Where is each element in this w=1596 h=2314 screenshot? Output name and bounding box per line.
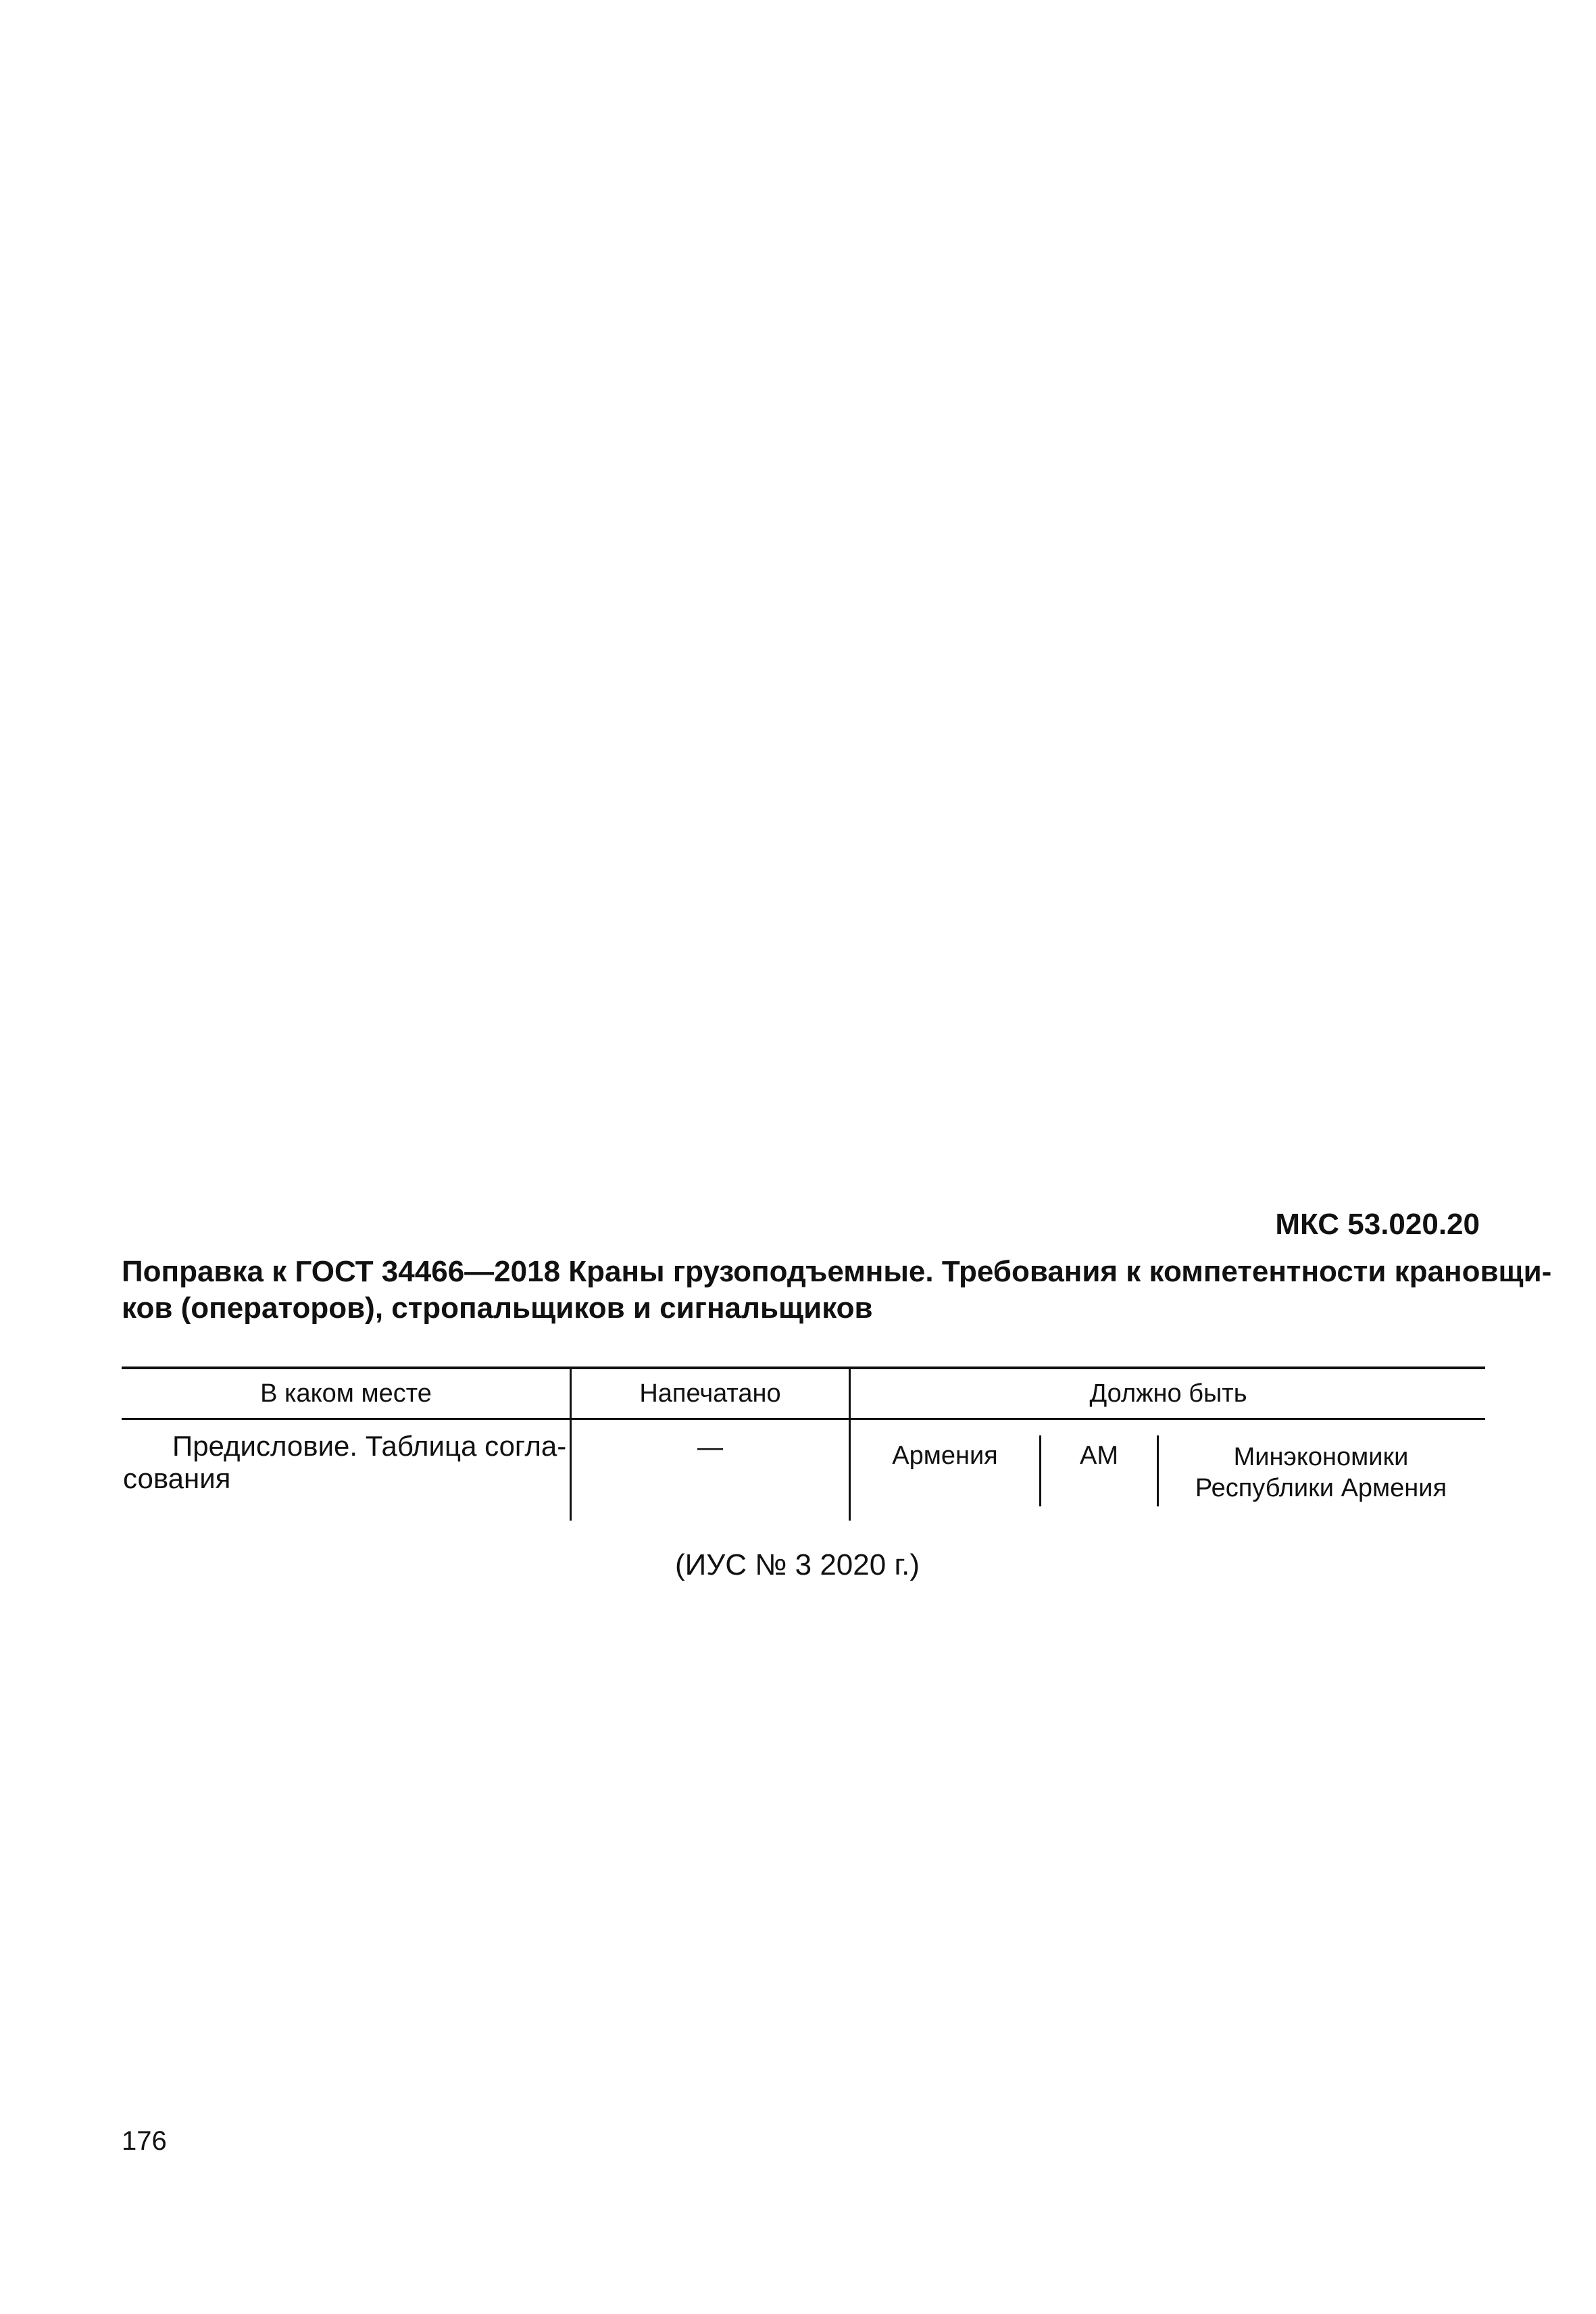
- where-line-2: сования: [123, 1462, 231, 1494]
- header-printed: Напечатано: [639, 1379, 781, 1408]
- document-title-line-1: Поправка к ГОСТ 34466—2018 Краны грузоподъемные. Требования к компетентности крановщи-: [122, 1255, 1552, 1288]
- country-code: АМ: [1080, 1442, 1118, 1470]
- classification-code: МКС 53.020.20: [1275, 1208, 1480, 1241]
- country-name: Армения: [892, 1442, 998, 1470]
- issue-note: (ИУС № 3 2020 г.): [674, 1548, 920, 1581]
- header-where: В каком месте: [260, 1379, 432, 1408]
- document-title: [122, 1254, 1552, 1327]
- authority-line-2: Республики Армения: [1195, 1474, 1447, 1502]
- printed-value: —: [697, 1433, 723, 1462]
- document-title-line-2: ков (операторов), стропальщиков и сигнальщиков: [122, 1291, 873, 1325]
- where-line-1: Предисловие. Таблица согла-: [172, 1430, 567, 1462]
- table-header-rule: [122, 1418, 1485, 1420]
- table-top-rule: [122, 1367, 1485, 1369]
- authority-line-1: Минэкономики: [1233, 1443, 1409, 1471]
- header-should-be: Должно быть: [1089, 1379, 1247, 1408]
- page-number: 176: [122, 2126, 167, 2156]
